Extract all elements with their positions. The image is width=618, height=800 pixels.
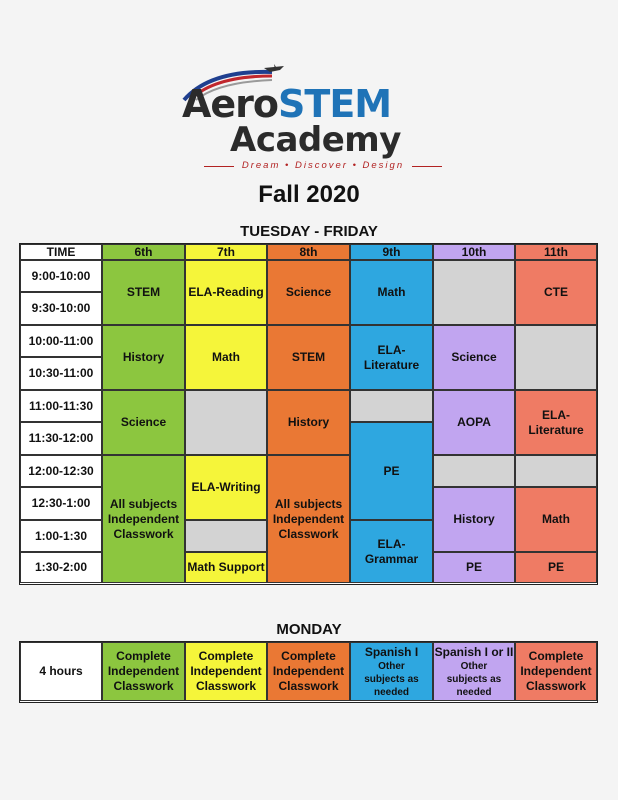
grade-9-pe: PE: [350, 422, 433, 520]
grade-9-ela-grammar: ELA-Grammar: [350, 520, 433, 583]
grade-10-pe: PE: [433, 552, 515, 583]
grade-10-science: Science: [433, 325, 515, 390]
grade-10-aopa: AOPA: [433, 390, 515, 455]
grade-10-empty-slot: [433, 260, 515, 325]
logo-stem-text: STEM: [278, 82, 392, 126]
time-slot: 10:30-11:00: [20, 357, 102, 390]
grade-9-empty-slot: [350, 390, 433, 422]
grade-7-empty-slot: [185, 390, 267, 455]
grade-7-ela-reading: ELA-Reading: [185, 260, 267, 325]
grade-7-math: Math: [185, 325, 267, 390]
grade-10-history: History: [433, 487, 515, 552]
header-time: TIME: [20, 244, 102, 260]
monday-grade-10-main: Spanish I or II: [434, 644, 514, 659]
monday-grade-11: Complete Independent Classwork: [515, 642, 597, 701]
monday-grade-9: [350, 642, 433, 701]
grade-8-science: Science: [267, 260, 350, 325]
header-grade-7: 7th: [185, 244, 267, 260]
grade-9-math: Math: [350, 260, 433, 325]
time-slot: 10:00-11:00: [20, 325, 102, 357]
time-slot: 1:30-2:00: [20, 552, 102, 583]
monday-grade-6: Complete Independent Classwork: [102, 642, 185, 701]
logo-aero-text: Aero: [182, 82, 279, 126]
monday-grade-8: Complete Independent Classwork: [267, 642, 350, 701]
grade-11-empty-slot: [515, 455, 597, 487]
grade-11-cte: CTE: [515, 260, 597, 325]
tue-fri-schedule-table: [19, 243, 598, 585]
grade-9-ela-literature: ELA-Literature: [350, 325, 433, 390]
time-slot: 12:30-1:00: [20, 487, 102, 520]
grade-8-history: History: [267, 390, 350, 455]
time-slot: 9:30-10:00: [20, 292, 102, 325]
grade-10-empty-slot: [433, 455, 515, 487]
grade-8-independent: All subjects Independent Classwork: [267, 455, 350, 583]
monday-grade-10-sub: Other subjects as needed: [446, 660, 502, 698]
time-slot: 9:00-10:00: [20, 260, 102, 292]
grade-8-stem: STEM: [267, 325, 350, 390]
header-grade-6: 6th: [102, 244, 185, 260]
grade-6-history: History: [102, 325, 185, 390]
monday-heading: MONDAY: [276, 621, 342, 638]
monday-grade-7: Complete Independent Classwork: [185, 642, 267, 701]
tue-fri-heading: TUESDAY - FRIDAY: [240, 223, 378, 240]
page-title: Fall 2020: [258, 181, 360, 208]
time-slot: 11:30-12:00: [20, 422, 102, 455]
time-slot: 11:00-11:30: [20, 390, 102, 422]
logo-tagline: [218, 160, 428, 174]
time-slot: 1:00-1:30: [20, 520, 102, 552]
grade-11-empty-slot: [515, 325, 597, 390]
grade-7-ela-writing: ELA-Writing: [185, 455, 267, 520]
header-grade-10: 10th: [433, 244, 515, 260]
header-grade-11: 11th: [515, 244, 597, 260]
grade-6-stem: STEM: [102, 260, 185, 325]
logo-academy-text: Academy: [230, 120, 401, 160]
header-grade-8: 8th: [267, 244, 350, 260]
time-slot: 12:00-12:30: [20, 455, 102, 487]
monday-grade-9-sub: Other subjects as needed: [364, 660, 419, 698]
grade-6-independent: All subjects Independent Classwork: [102, 455, 185, 583]
grade-11-ela-literature: ELA-Literature: [515, 390, 597, 455]
grade-6-science: Science: [102, 390, 185, 455]
logo-tagline-text: Dream • Discover • Design: [241, 160, 405, 171]
grade-7-empty-slot: [185, 520, 267, 552]
academy-logo: [180, 62, 440, 172]
monday-time: 4 hours: [20, 642, 102, 701]
grade-7-math-support: Math Support: [185, 552, 267, 583]
header-grade-9: 9th: [350, 244, 433, 260]
monday-grade-10: [433, 642, 515, 701]
monday-schedule-table: [19, 641, 598, 703]
logo-wordmark: [182, 84, 391, 124]
grade-11-math: Math: [515, 487, 597, 552]
grade-11-pe: PE: [515, 552, 597, 583]
monday-grade-9-main: Spanish I: [364, 644, 419, 659]
